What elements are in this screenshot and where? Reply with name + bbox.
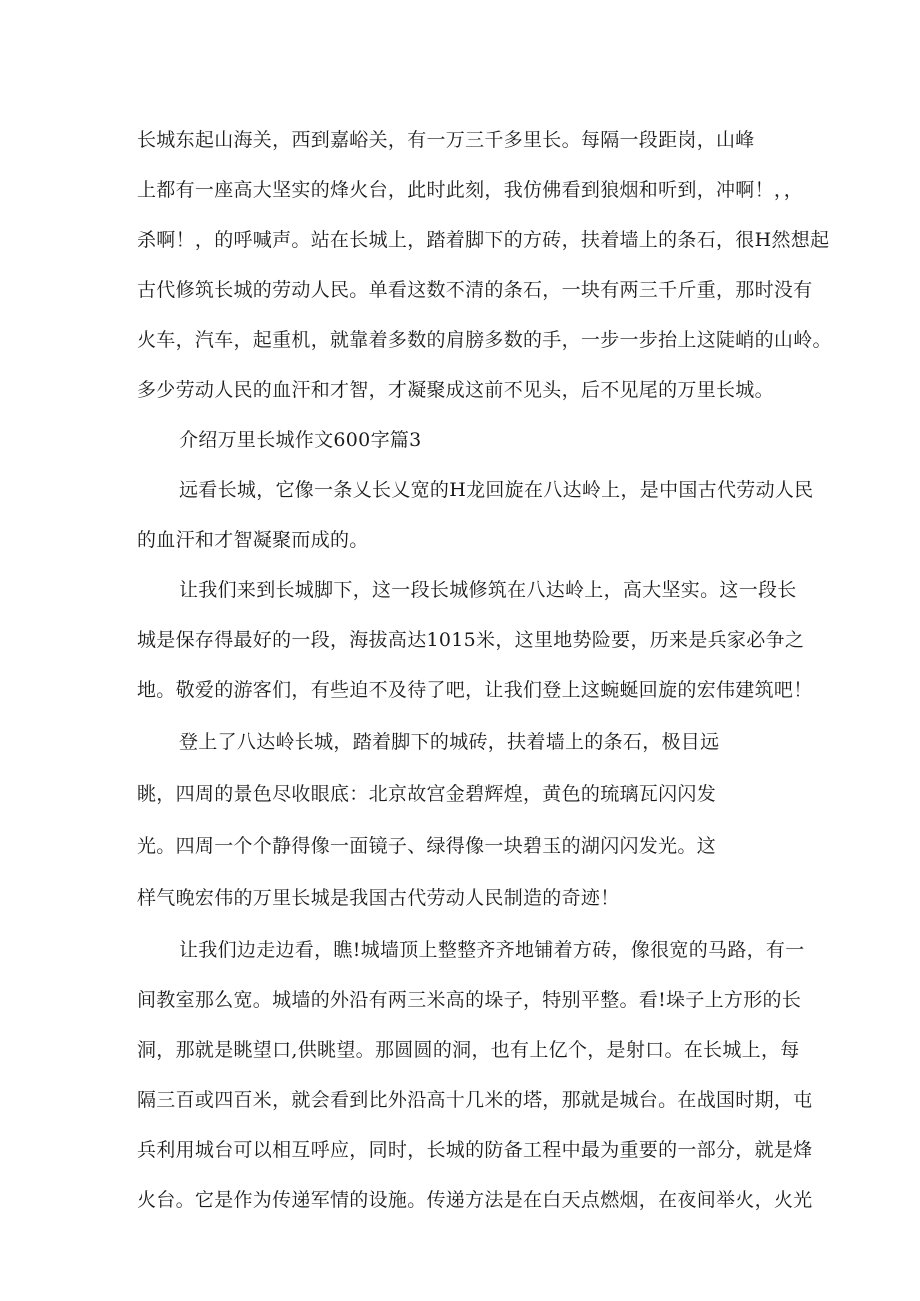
text-line: 的血汗和才智凝聚而成的。 bbox=[137, 529, 369, 551]
text-line: 火车，汽车，起重机，就靠着多数的肩膀多数的手，一步一步抬上这陡峭的山岭。 bbox=[137, 329, 832, 351]
text-line: 样气晚宏伟的万里长城是我国古代劳动人民制造的奇迹！ bbox=[137, 887, 620, 909]
section-heading: 介绍万里长城作文600字篇3 bbox=[179, 429, 422, 451]
text-line: 眺，四周的景色尽收眼底：北京故宫金碧辉煌，黄色的琉璃瓦闪闪发 bbox=[137, 783, 717, 805]
text-line: 让我们来到长城脚下，这一段长城修筑在八达岭上，高大坚实。这一段长 bbox=[179, 579, 797, 601]
text-line: 间教室那么宽。城墙的外沿有两三米高的垛子，特别平整。看!垛子上方形的长 bbox=[137, 989, 802, 1011]
text-line: 远看长城，它像一条乂长乂宽的H龙回旋在八达岭上，是中国古代劳动人民 bbox=[179, 479, 814, 501]
text-line: 登上了八达岭长城，踏着脚下的城砖，扶着墙上的条石，极目远 bbox=[179, 731, 720, 753]
text-line: 古代修筑长城的劳动人民。单看这数不清的条石，一块有两三千斤重，那时没有 bbox=[137, 279, 813, 301]
text-line: 兵利用城台可以相互呼应，同时，长城的防备工程中最为重要的一部分，就是烽 bbox=[137, 1139, 813, 1161]
text-line: 光。四周一个个静得像一面镜子、绿得像一块碧玉的湖闪闪发光。这 bbox=[137, 835, 717, 857]
text-line: 地。敬爱的游客们，有些迫不及待了吧，让我们登上这蜿蜒回旋的宏伟建筑吧！ bbox=[137, 679, 813, 701]
text-line: 长城东起山海关，西到嘉峪关，有一万三千多里长。每隔一段距岗，山峰 bbox=[137, 129, 755, 151]
text-line: 让我们边走边看，瞧!城墙顶上整整齐齐地铺着方砖，像很宽的马路，有一 bbox=[179, 939, 805, 961]
text-line: 杀啊！，的呼喊声。站在长城上，踏着脚下的方砖，扶着墙上的条石，很H然想起 bbox=[137, 229, 830, 251]
text-line: 洞，那就是眺望口,供眺望。那圆圆的洞，也有上亿个，是射口。在长城上，每 bbox=[137, 1039, 800, 1061]
text-line: 城是保存得最好的一段，海拔高达1015米，这里地势险要，历来是兵家必争之 bbox=[137, 629, 805, 651]
text-line: 多少劳动人民的血汗和才智，才凝聚成这前不见头，后不见尾的万里长城。 bbox=[137, 379, 774, 401]
text-line: 上都有一座高大坚实的烽火台，此时此刻，我仿佛看到狼烟和听到，冲啊！，， bbox=[137, 179, 804, 201]
text-line: 火台。它是作为传递军情的设施。传递方法是在白天点燃烟，在夜间举火，火光 bbox=[137, 1189, 813, 1211]
text-line: 隔三百或四百米，就会看到比外沿高十几米的塔，那就是城台。在战国时期，屯 bbox=[137, 1089, 813, 1111]
